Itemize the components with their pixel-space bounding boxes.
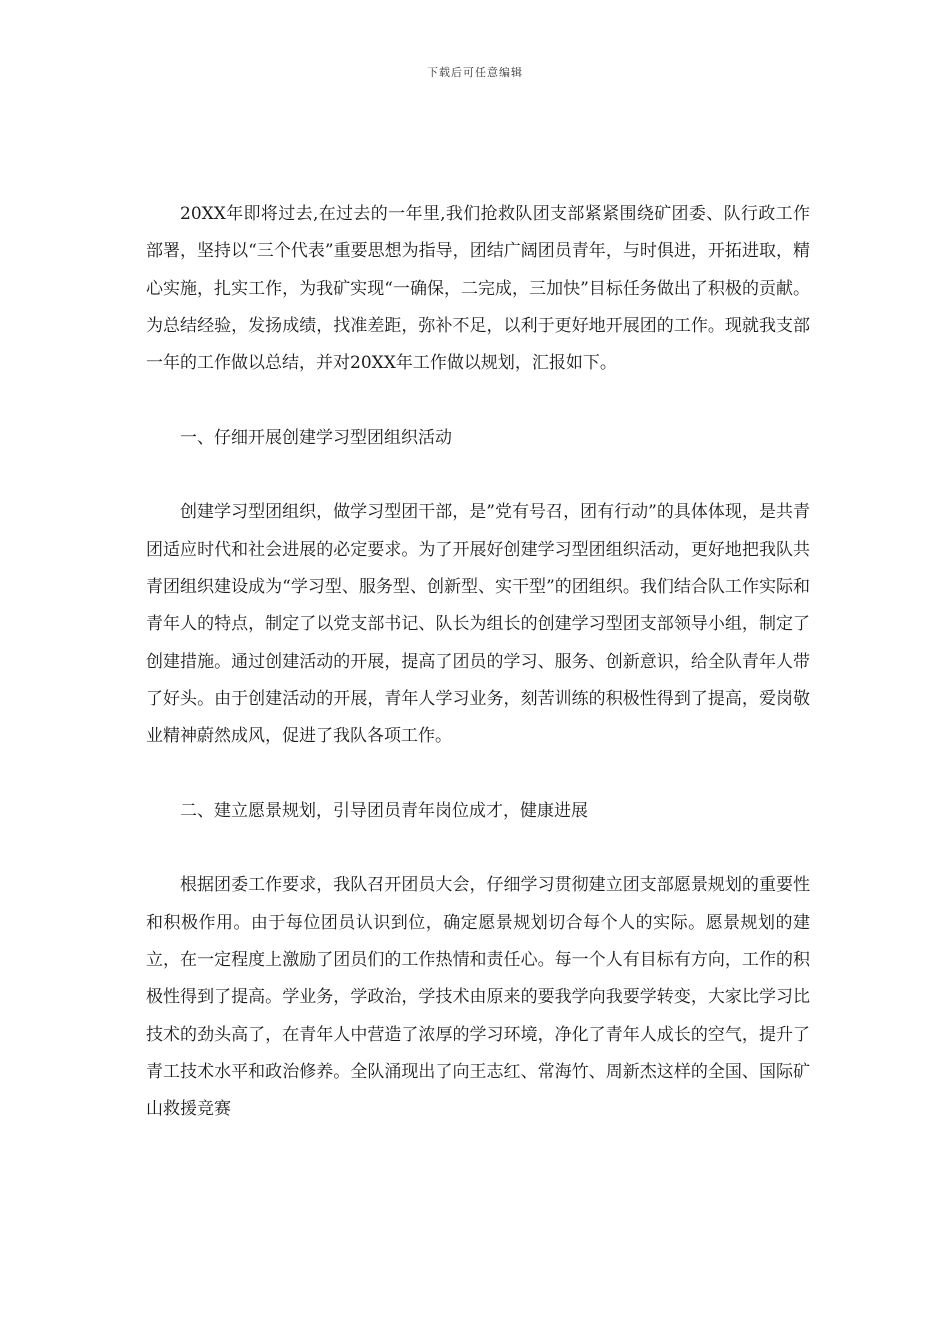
section-body-1: 创建学习型团组织，做学习型团干部，是”党有号召，团有行动”的具体体现，是共青团适应时代和社会进展的必定要求。为了开展好创建学习型团组织活动，更好地把我队共青团组织建设成为“学习型、服务型、创新型、实干型”的团组织。我们结合队工作实际和青年人的特点，制定了以党支部书记、队长为组长的创建学习型团支部领导小组，制定了创建措施。通过创建活动的开展，提高了团员的学习、服务、创新意识，给全队青年人带了好头。由于创建活动的开展，青年人学习业务，刻苦训练的积极性得到了提高，爱岗敬业精神蔚然成风，促进了我队各项工作。 [146,502,810,747]
section-heading-2: 二、建立愿景规划，引导团员青年岗位成才，健康进展 [180,800,588,821]
intro-paragraph: 20XX年即将过去,在过去的一年里,我们抢救队团支部紧紧围绕矿团委、队行政工作部署，坚持以“三个代表”重要思想为指导，团结广阔团员青年，与时俱进，开拓进取，精心实施，扎实工作，为我矿实现“一确保，二完成，三加快”目标任务做出了积极的贡献。为总结经验，发扬成绩，找准差距，弥补不足，以利于更好地开展团的工作。现就我支部一年的工作做以总结，并对20XX年工作做以规划，汇报如下。 [146,204,810,374]
paragraph-spacer [146,830,810,867]
paragraph-spacer [146,457,810,494]
paragraph-spacer [146,382,810,419]
paragraph-spacer [146,755,810,792]
document-body [146,196,810,1128]
page-header-note: 下载后可任意编辑 [427,66,523,79]
section-body-2: 根据团委工作要求，我队召开团员大会，仔细学习贯彻建立团支部愿景规划的重要性和积极作用。由于每位团员认识到位，确定愿景规划切合每个人的实际。愿景规划的建立，在一定程度上激励了团员们的工作热情和责任心。每一个人有目标有方向，工作的积极性得到了提高。学业务，学政治，学技术由原来的要我学向我要学转变，大家比学习比技术的劲头高了，在青年人中营造了浓厚的学习环境，净化了青年人成长的空气，提升了青工技术水平和政治修养。全队涌现出了向王志红、常海竹、周新杰这样的全国、国际矿山救援竞赛 [146,875,810,1120]
section-heading-1: 一、仔细开展创建学习型团组织活动 [180,427,452,448]
